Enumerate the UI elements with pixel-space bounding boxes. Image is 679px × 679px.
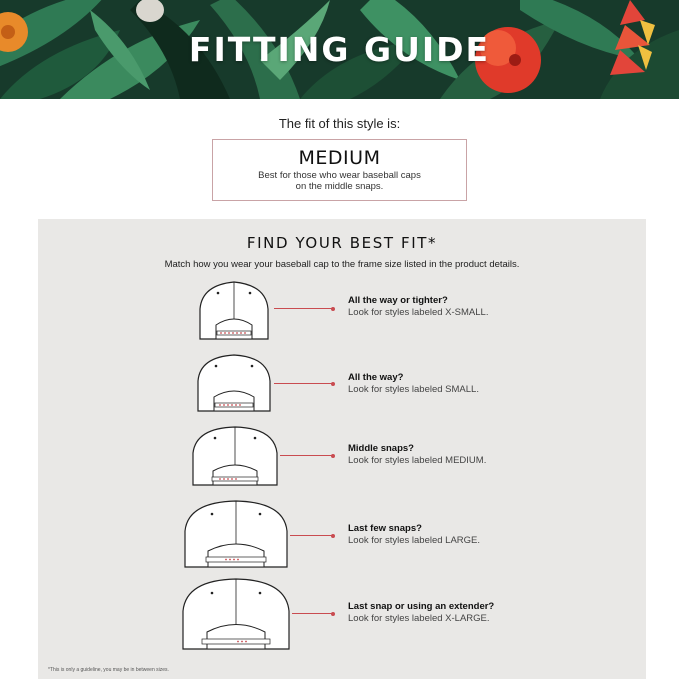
fit-intro-text: The fit of this style is: bbox=[278, 116, 401, 131]
fit-row-xsmall bbox=[38, 279, 646, 345]
fit-row-text bbox=[348, 443, 486, 467]
fit-row-text bbox=[348, 601, 494, 625]
fit-answer: Look for styles labeled X-LARGE. bbox=[348, 613, 490, 624]
connector-line bbox=[290, 535, 334, 536]
fit-guide-panel bbox=[38, 219, 646, 679]
baseball-cap-back-icon bbox=[180, 577, 292, 653]
guide-title: FIND YOUR BEST FIT* bbox=[246, 234, 438, 252]
fit-row-medium bbox=[38, 425, 646, 489]
fit-question: All the way? bbox=[348, 372, 404, 383]
baseball-cap-back-icon bbox=[190, 425, 280, 489]
fit-question: All the way or tighter? bbox=[348, 295, 448, 306]
page-title: FITTING GUIDE bbox=[188, 30, 491, 69]
baseball-cap-back-icon bbox=[182, 499, 290, 571]
connector-line bbox=[292, 613, 334, 614]
fit-row-large bbox=[38, 499, 646, 571]
connector-line bbox=[274, 308, 334, 309]
fit-answer: Look for styles labeled SMALL. bbox=[348, 384, 479, 395]
fit-question: Middle snaps? bbox=[348, 443, 414, 454]
fit-row-small bbox=[38, 353, 646, 415]
connector-line bbox=[280, 455, 334, 456]
fit-description-line-2: on the middle snaps. bbox=[295, 181, 384, 192]
fit-row-xlarge bbox=[38, 577, 646, 653]
fit-row-text bbox=[348, 372, 479, 396]
fit-size-box bbox=[212, 139, 467, 201]
baseball-cap-back-icon bbox=[194, 279, 274, 345]
header-banner bbox=[0, 0, 679, 99]
connector-line bbox=[274, 383, 334, 384]
fit-description bbox=[213, 170, 466, 192]
fit-answer: Look for styles labeled LARGE. bbox=[348, 535, 481, 546]
guide-footnote: *This is only a guideline, you may be in between sizes. bbox=[48, 667, 169, 673]
baseball-cap-back-icon bbox=[194, 353, 274, 415]
fit-description-line-1: Best for those who wear baseball caps bbox=[258, 170, 421, 181]
fit-question: Last few snaps? bbox=[348, 523, 422, 534]
fit-question: Last snap or using an extender? bbox=[348, 601, 495, 612]
fit-size-label: MEDIUM bbox=[298, 147, 381, 169]
fit-row-text bbox=[348, 523, 480, 547]
fit-row-text bbox=[348, 295, 488, 319]
fit-answer: Look for styles labeled X-SMALL. bbox=[348, 307, 489, 318]
fit-answer: Look for styles labeled MEDIUM. bbox=[348, 455, 487, 466]
guide-subtitle: Match how you wear your baseball cap to the frame size listed in the product details. bbox=[164, 259, 520, 270]
